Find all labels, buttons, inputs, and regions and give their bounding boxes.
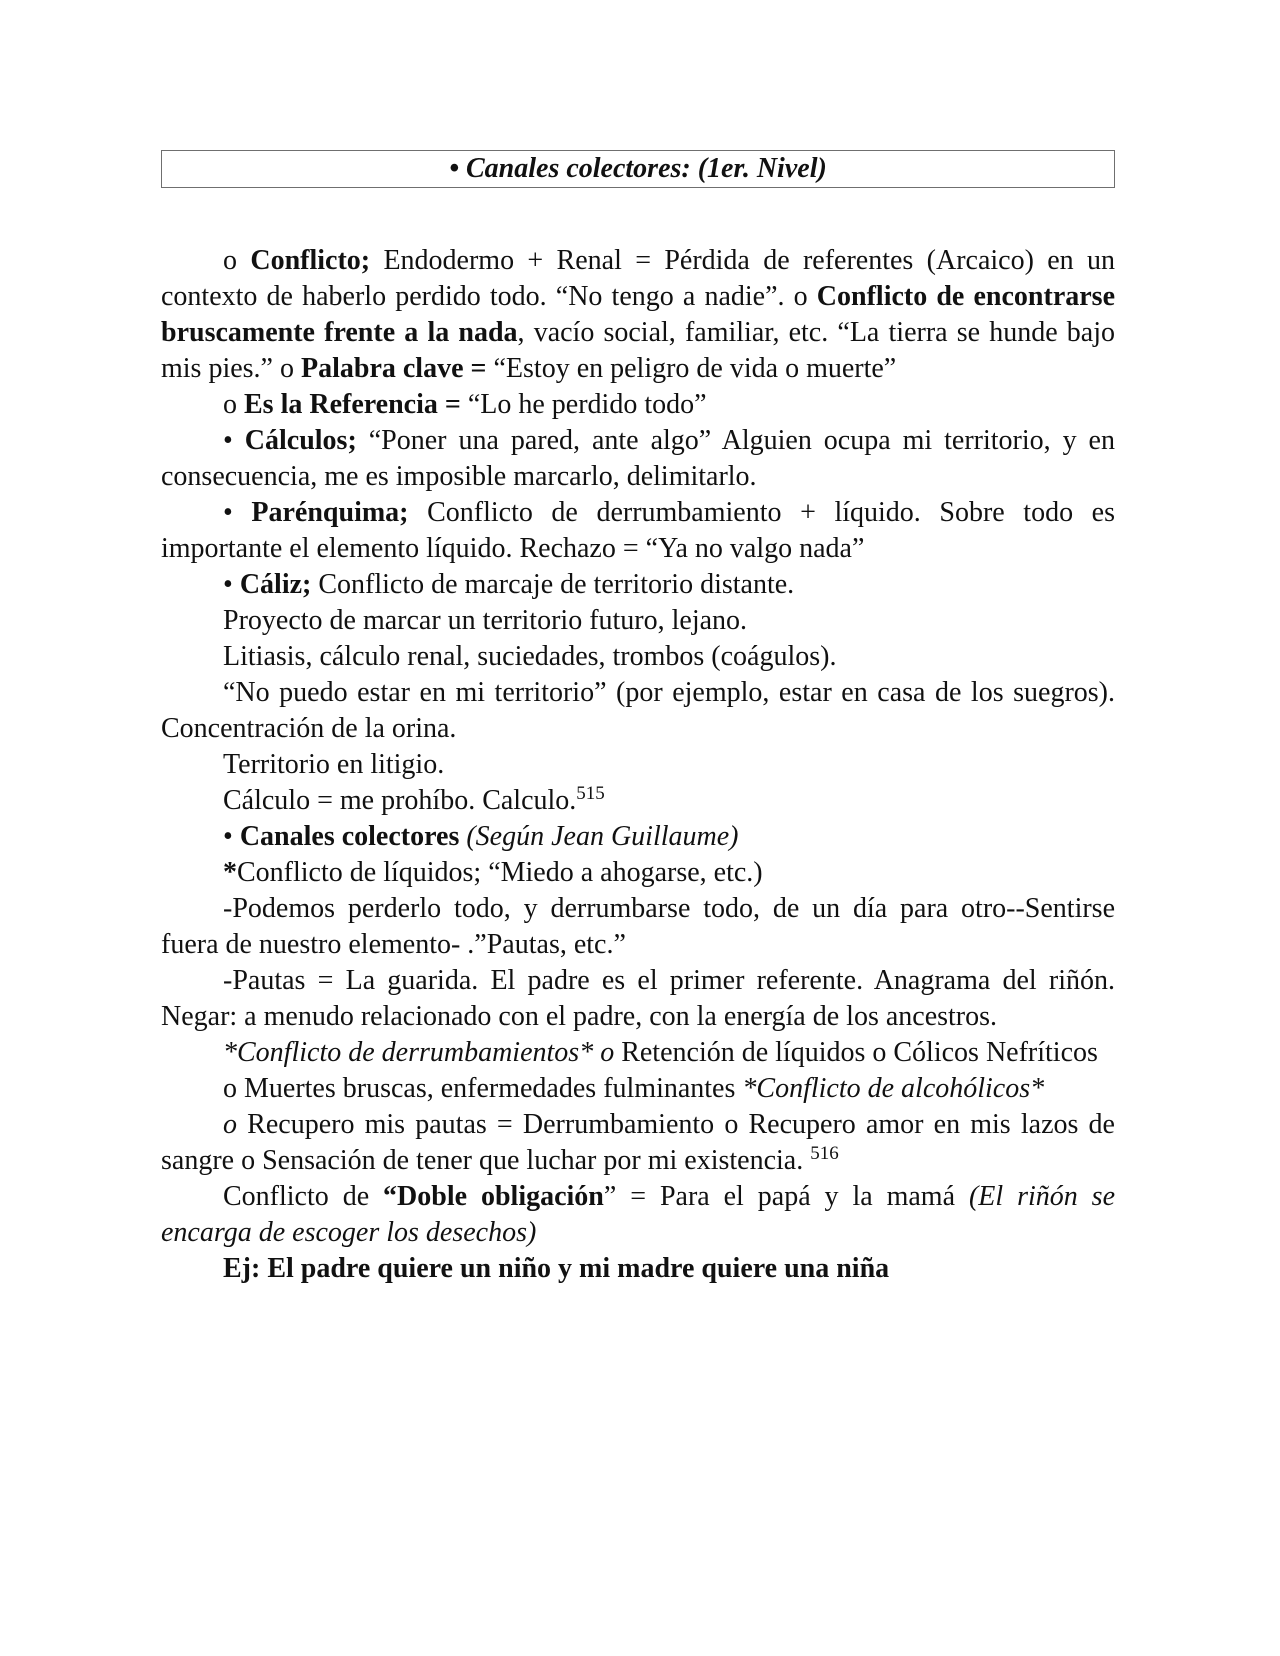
text-run: -Pautas = La guarida. El padre es el primer referente. Anagrama del riñón. Negar: a menudo relacionado con el padre, con la energía de los ancestros. bbox=[161, 965, 1115, 1032]
paragraph bbox=[161, 1179, 1115, 1251]
section-heading: • Canales colectores: (1er. Nivel) bbox=[161, 150, 1115, 188]
bold-text: Palabra clave = bbox=[301, 353, 487, 384]
text-run: “Lo he perdido todo” bbox=[460, 389, 707, 420]
italic-text: *Conflicto de alcohólicos* bbox=[742, 1073, 1045, 1104]
italic-text: o bbox=[223, 1109, 237, 1140]
text-run: Proyecto de marcar un territorio futuro, lejano. bbox=[223, 605, 748, 636]
text-run: • bbox=[223, 497, 252, 528]
text-run: o Muertes bruscas, enfermedades fulminantes bbox=[223, 1073, 743, 1104]
bold-text: Cálculos; bbox=[244, 425, 357, 456]
paragraph bbox=[161, 603, 1115, 639]
bold-text: * bbox=[223, 857, 237, 888]
text-run: • bbox=[223, 425, 245, 456]
paragraph bbox=[161, 819, 1115, 855]
bold-text: Parénquima; bbox=[251, 497, 409, 528]
paragraph bbox=[161, 747, 1115, 783]
paragraph bbox=[161, 1107, 1115, 1179]
text-run: Conflicto de líquidos; “Miedo a ahogarse, etc.) bbox=[237, 857, 763, 888]
paragraph bbox=[161, 387, 1115, 423]
paragraph bbox=[161, 783, 1115, 819]
paragraph bbox=[161, 1071, 1115, 1107]
text-run: Conflicto de bbox=[223, 1181, 384, 1212]
text-run: -Podemos perderlo todo, y derrumbarse todo, de un día para otro--Sentirse fuera de nuestro elemento- .”Pautas, etc.” bbox=[161, 893, 1115, 960]
paragraph bbox=[161, 1251, 1115, 1287]
text-run: Cálculo = me prohíbo. Calculo. bbox=[223, 785, 577, 816]
text-run: • bbox=[223, 821, 240, 852]
text-run: , vacío social, familiar, etc. “La tierra se hunde bajo mis pies.” o bbox=[161, 317, 1115, 384]
bold-text: Canales colectores bbox=[239, 821, 460, 852]
text-run: “No puedo estar en mi territorio” (por ejemplo, estar en casa de los suegros). Concentración de la orina. bbox=[161, 677, 1115, 744]
text-run: o bbox=[223, 245, 251, 276]
paragraph bbox=[161, 495, 1115, 567]
italic-text: (El riñón se encarga de escoger los desechos) bbox=[161, 1181, 1115, 1248]
bold-text: “Doble obligación bbox=[383, 1181, 604, 1212]
text-run: Endodermo + Renal = Pérdida de referentes (Arcaico) en un contexto de haberlo perdido todo. “No tengo a nadie”. o bbox=[161, 245, 1116, 312]
paragraph bbox=[161, 1035, 1115, 1071]
bold-text: Es la Referencia = bbox=[244, 389, 461, 420]
text-run: o bbox=[223, 389, 244, 420]
text-run: ” = Para el papá y la mamá bbox=[603, 1181, 969, 1212]
text-run: • bbox=[223, 569, 240, 600]
paragraph bbox=[161, 855, 1115, 891]
bold-text: Ej: El padre quiere un niño y mi madre quiere una niña bbox=[223, 1253, 890, 1284]
text-run: Recupero mis pautas = Derrumbamiento o Recupero amor en mis lazos de sangre o Sensación de tener que luchar por mi existencia. bbox=[161, 1109, 1115, 1176]
bold-text: Conflicto de encontrarse bruscamente frente a la nada bbox=[161, 281, 1115, 348]
text-run: Conflicto de derrumbamiento + líquido. Sobre todo es importante el elemento líquido. Rechazo = “Ya no valgo nada” bbox=[161, 497, 1115, 564]
text-run: “Estoy en peligro de vida o muerte” bbox=[486, 353, 897, 384]
paragraph bbox=[161, 675, 1115, 747]
paragraph bbox=[161, 891, 1115, 963]
text-run: Retención de líquidos o Cólicos Nefríticos bbox=[614, 1037, 1098, 1068]
text-run: Conflicto de marcaje de territorio distante. bbox=[311, 569, 795, 600]
text-run: Litiasis, cálculo renal, suciedades, trombos (coágulos). bbox=[223, 641, 837, 672]
text-run: “Poner una pared, ante algo” Alguien ocupa mi territorio, y en consecuencia, me es imposible marcarlo, delimitarlo. bbox=[161, 425, 1115, 492]
paragraph bbox=[161, 423, 1115, 495]
bold-text: Cáliz; bbox=[239, 569, 312, 600]
paragraph bbox=[161, 567, 1115, 603]
paragraph bbox=[161, 243, 1115, 387]
body-text bbox=[161, 243, 1115, 1287]
italic-text: *Conflicto de derrumbamientos* o bbox=[223, 1037, 615, 1068]
paragraph bbox=[161, 639, 1115, 675]
footnote-ref: 515 bbox=[576, 783, 605, 804]
italic-text: (Según Jean Guillaume) bbox=[466, 821, 739, 852]
bold-text: Conflicto; bbox=[250, 245, 371, 276]
text-run: Territorio en litigio. bbox=[223, 749, 445, 780]
footnote-ref: 516 bbox=[810, 1143, 839, 1164]
paragraph bbox=[161, 963, 1115, 1035]
